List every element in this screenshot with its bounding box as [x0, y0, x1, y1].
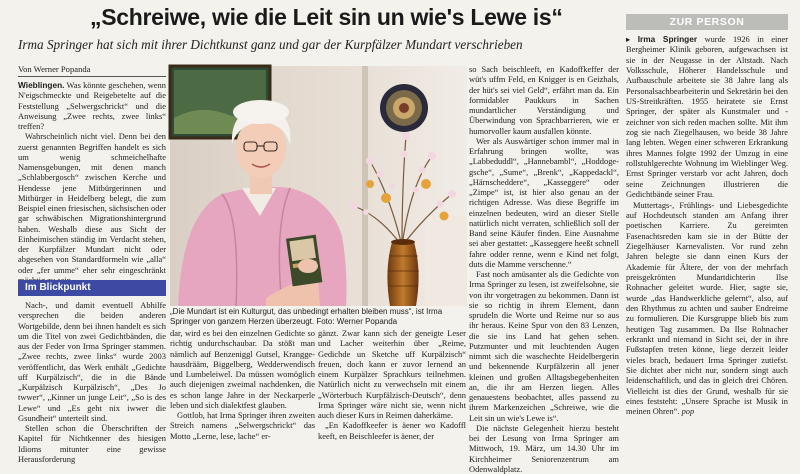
article-column-3-bottom: [318, 328, 466, 441]
article-column-4: [469, 64, 619, 474]
portrait-illustration: [170, 66, 467, 306]
caption-credit: Foto: Werner Popanda: [316, 316, 398, 326]
dateline: Wieblingen.: [18, 80, 65, 90]
article-paragraph: Die nächste Gelegenheit hierzu besteht bei der Lesung von Irma Springer am Mittwoch, 19. März, um 14.30 Uhr im Kirchheimer Seniorenzentrum am Odenwaldplatz.: [469, 422, 619, 474]
zur-person-paragraph: Muttertags-, Frühlings- und Liebesgedichte auf Hochdeutsch standen am Anfang ihrer poetischen Karriere. Zu gereimten Fasenachtsreden kam sie in der Bütte der Ziegelhäuser Karnevalisten. Vor rund zehn Jahren belegte sie dann einen Kurs der Akademie für Ältere, der von der mehrfach preisgekrönten Mundartdichterin Ilse Rohnacher geleitet wurde. Hier, sagte sie, wurde „das Handwerkliche gelernt“, also, auf den Rhythmus zu achten und sauber Endreime zu formulieren. Die Kursgruppe blieb bis zum heutigen Tag zusammen. Da Ilse Rohnacher erkrankt und niemand in Sicht sei, der in ihre Fußstapfen treten könne, liege derzeit leider vieles brach, bedauert Irma Springer zutiefst. Sie dichtet aber nicht nur, sondern singt auch leidenschaftlich, und das in gleich drei Chören. Vielleicht ist dies der Grund, weshalb für sie eines feststeht: „Unsere Sprache ist Musik in meinen Ohren“. pop: [626, 200, 788, 417]
article-paragraph: gänzt. Zwar kann sich der geneigte Leser und Lacher weiterhin über „Reime, Gedichde un Sketche uff Kurpälzisch“ freuen, doch kann er zuvor lernend an einem Kurpälzer Sprachkurs teilnehmen. Natürlich nicht zu verwechseln mit einem „Wörterbuch Kurpfälzisch-Deutsch“, denn Irma Springer wäre nicht sie, wenn nicht auch dieser Kurs in Reimen daherkäme.: [318, 328, 466, 420]
article-column-1-bottom: [18, 300, 166, 464]
article-paragraph: Stellen schon die Überschriften der Kapitel für Nichtkenner des hiesigen Idioms mitunter eine gewisse Herausforderung: [18, 423, 166, 464]
article-paragraph: Nach-, und damit eventuell Abhilfe versprechen die beiden anderen Wortgebilde, denn bei ihnen handelt es sich um die Titel von zwei Gedichtbänden, die aus der Feder von Irma Springer stammen. „Zwee rechts, zwee links“ wurde 2003 veröffentlicht, das Werk enthält „Gedichte uff Kurpälzisch“, die in die Bände „Kurpälzisch Kurpälzisch“, „Des Jo twwer“, „Kinner un junge Leit“, „So is des Lewe“ und „Es geht nix iwwer die Gsundheit“ unterteilt sind.: [18, 300, 166, 423]
article-paragraph: „En Kadoffkeefer is äener wo Kadoffl keeft, en Beischleefer is äener, der: [318, 420, 466, 441]
article-paragraph: so Sach beischleeft, en Kadoffkeffer der wüt's uffm Feld, en Knigger is en Geizhals, der hüt's sei viel Geld“, erfährt man da. Ein formidabler Paukkurs in Sachen mundartlicher Verständigung und Überwindung von Sprachbarrieren, wie er humorvoller kaum ausfallen könnte.: [469, 64, 619, 136]
zur-person-box: [626, 34, 788, 437]
photo-caption: [170, 307, 467, 327]
article-paragraph: Fast noch amüsanter als die Gedichte von Irma Springer zu lesen, ist zweifelsohne, sie von ihr vorgetragen zu bekommen. Dann ist sie so richtig in ihrem Element, dann sprudeln die Worte und Reime nur so aus ihr heraus. Keine Spur von den 83 Lenzen, die sie ins Land hat gehen sehen. Putzmunter und mit leuchtenden Augen nimmt sich die waschechte Heidelbergerin und bekennende Kurpfälzerin all jener kleinen und großen Alltagsbegebenheiten an, die ihr am Herzen liegen. Alles genauestens beobachtet, alles passend zu ihrem Markenzeichen „Schreiwe, wie die Leit sin un wie's Lewe is“.: [469, 269, 619, 423]
portrait-photo: [170, 66, 467, 306]
article-paragraph: Wahrscheinlich nicht viel. Denn bei den zuerst genannten Begriffen handelt es sich um wenig schmeichelhafte Namensgebungen, mit denen manch „Schlabbergosch“ zwischen Kerche und Hendesse jene Mitbürgerinnen und Mitbürger in Heidelberg belegt, die zum Beispiel einen friesischen, sächsischen oder gar schwäbischen Migrationshintergrund haben. Weshalb diese aus Sicht der Einheimischen ständig im Verdacht stehen, der Kurpfälzer Mundart nicht oder abgesehen von Standardformeln wie „alla“ oder „fer umme“ eher sehr eingeschränkt: [18, 131, 166, 275]
zur-person-paragraph: ▸ Irma Springer wurde 1926 in einer Bergheimer Klinik geboren, aufgewachsen ist sie in der Neugasse in der Altstadt. Nach Volksschule, Höherer Handelsschule und Aufbauschule arbeitete sie 38 Jahre lang als Personalsachbearbeiterin und Sekretärin bei den US-Streitkräften. 1955 heiratete sie Ernst Springer, der später als Kunstmaler und -zeichner von sich reden machen sollte. Mit ihm zog sie nach Ziegelhausen, wo beide 38 Jahre lang lebten. Wegen einer schweren Erkrankung ihres Mannes folgte 1992 der Umzug in eine rollstuhlgerechte Wohnung im Wieblinger Weg. Ernst Springer verstarb vor acht Jahren, doch seine Zeichnungen illustrieren die Gedichtbände seiner Frau.: [626, 34, 788, 200]
person-name: Irma Springer: [637, 34, 698, 44]
blickpunkt-bar: Im Blickpunkt: [18, 280, 166, 296]
author-sign: pop: [681, 407, 695, 417]
article-paragraph: Gottlob, hat Irma Springer ihren zweiten Streich namens „Selwergschrickt“ das Motto „Lerne, lese, lache“ er-: [170, 410, 315, 441]
byline-block: [18, 64, 166, 77]
article-paragraph: Wieblingen. Was könnte geschehen, wenn N'eigschmeckte und Reigebetelte auf die Feststellung „Selwergschrickt“ und die Anweisung „Zwee rechts, zwee links“ treffen?: [18, 80, 166, 131]
article-paragraph: dar, wird es bei den einzelnen Gedichte so richtig undurchschaubar. Da stößt man nämlich auf Benzeniggl Gutsel, Krangge-hausdrääm, Biggelberg, Wedderwendisch und Lumbeleiwel. Da müssen womöglich auch diejenigen zweimal nachdenken, die es schon lange Jahre in der Neckarperle leben und sich dialektfest glauben.: [170, 328, 315, 410]
article-column-1-top: [18, 80, 166, 278]
byline: Von Werner Popanda: [18, 64, 91, 74]
article-paragraph: Wer als Auswärtiger schon immer mal in Erfahrung bringen wollte, was „Labbeduddl“, „Hannebambl“, „Hoddoge-gsche“, „Sume“, „Brenk“, „Kappedackl“, „Härnscheddere“, „Kasseggere“ oder „Zimpe“ ist, ist hier also genau an der richtigen Adresse. Was diese Begriffe im einzelnen bedeuten, wird an dieser Stelle natürlich nicht verraten, schließlich soll der Band seine Käufer finden. Eine Ausnahme sei aber gestattet: „Kasseggere heeßt schnell fahre odder renne, wenn e Kind net folgt, duts die Mamme verschenne.“: [469, 135, 619, 269]
headline: „Schreiwe, wie die Leit sin un wie's Lewe is“: [90, 4, 563, 30]
caption-text: „Die Mundart ist ein Kulturgut, das unbedingt erhalten bleiben muss“, ist Irma Springer von ganzem Herzen überzeugt.: [170, 307, 443, 326]
zur-person-header: ZUR PERSON: [626, 14, 788, 30]
byline-rule: [18, 76, 166, 77]
article-column-2-bottom: [170, 328, 315, 441]
subheadline: Irma Springer hat sich mit ihrer Dichtkunst ganz und gar der Kurpfälzer Mundart verschrieben: [18, 37, 523, 52]
